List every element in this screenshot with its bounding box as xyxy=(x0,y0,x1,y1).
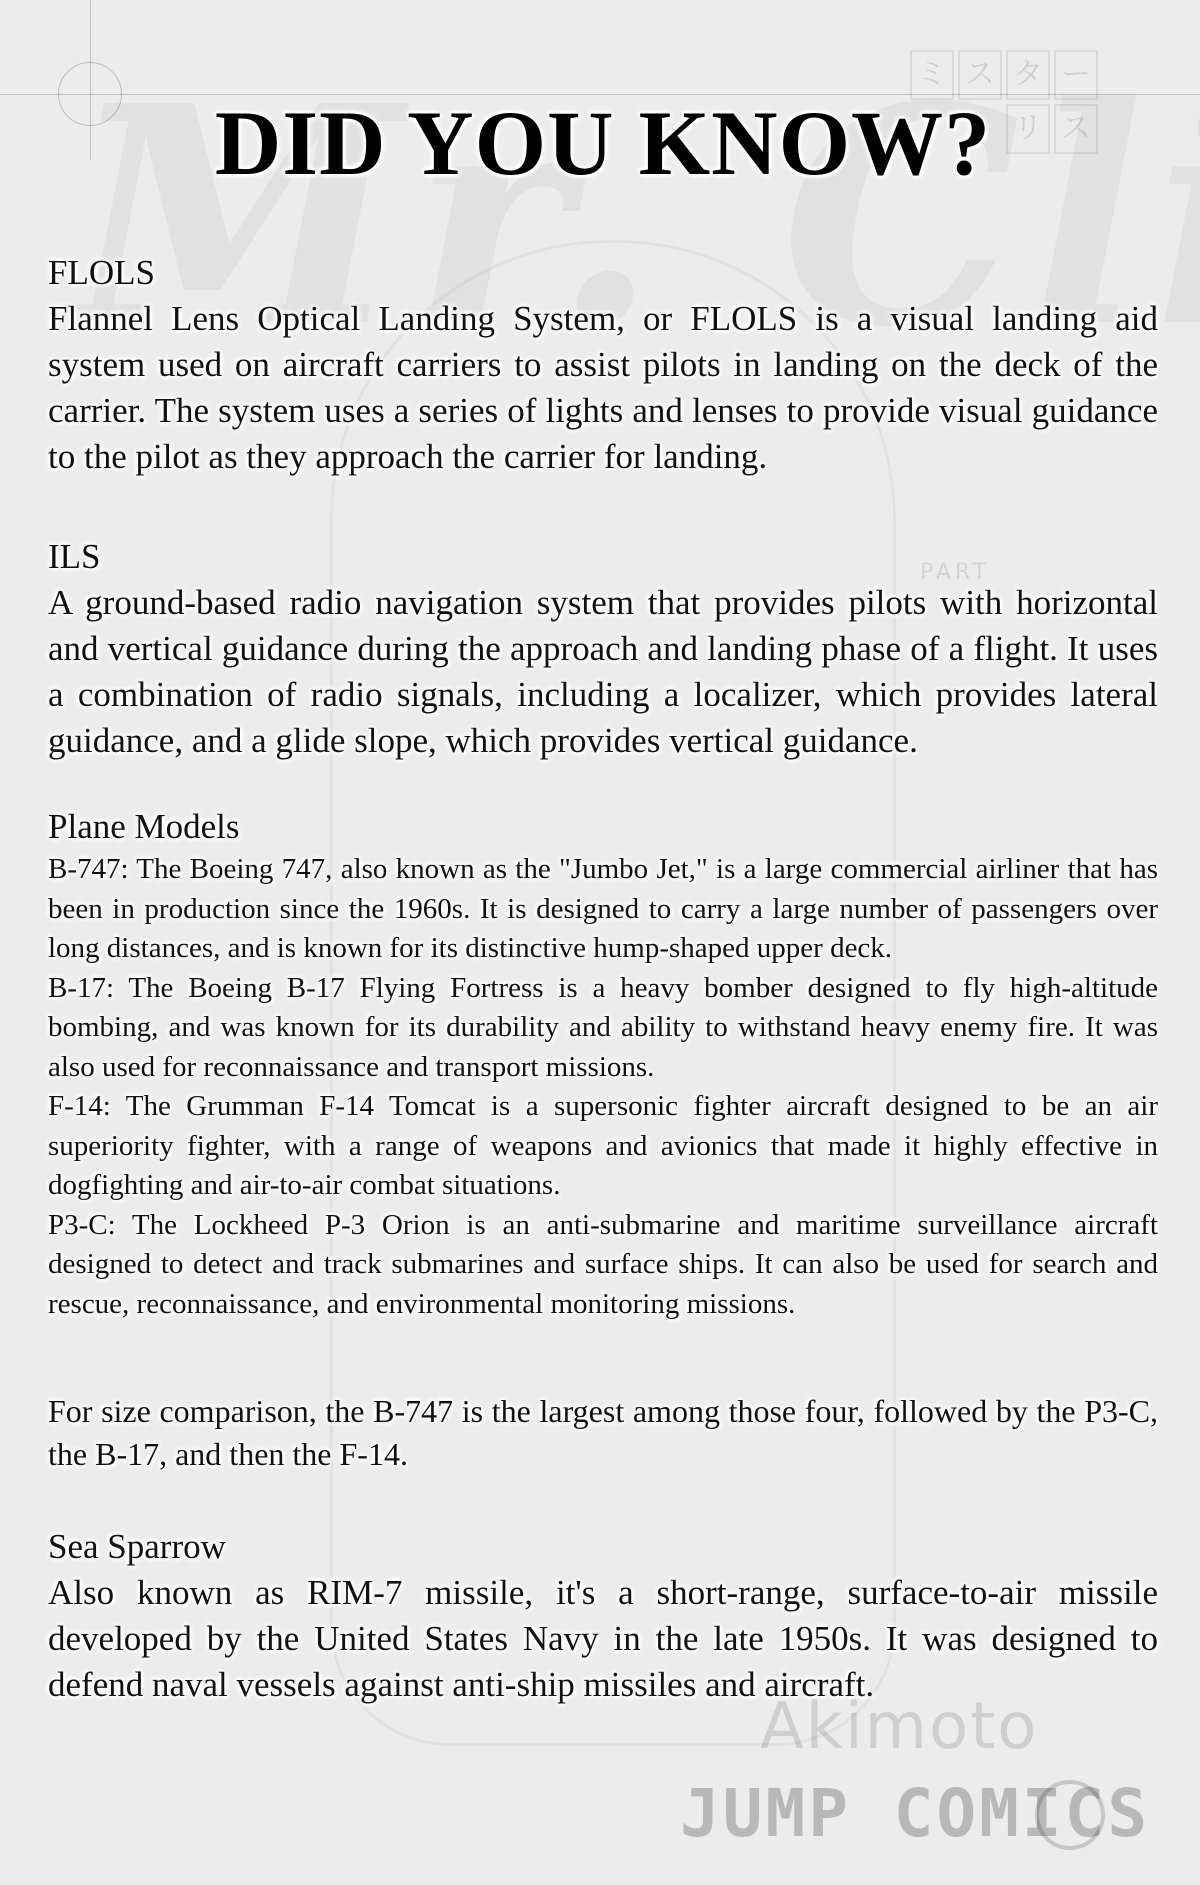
section-heading: ILS xyxy=(48,537,101,576)
section-heading: Sea Sparrow xyxy=(48,1527,226,1566)
kana-char: ス xyxy=(958,50,1002,100)
section-plane-models xyxy=(48,804,1158,1324)
kana-char: ミ xyxy=(910,50,954,100)
plane-model-item-p3c: P3-C: The Lockheed P-3 Orion is an anti-submarine and maritime surveillance aircraft designed to detect and track submarines and surface ships. It can also be used for search and rescue, reconnaissance, and environmental monitoring missions. xyxy=(48,1208,1158,1320)
section-body: Flannel Lens Optical Landing System, or FLOLS is a visual landing aid system used on aircraft carriers to assist pilots in landing on the deck of the carrier. The system uses a series of lights and lenses to provide visual guidance to the pilot as they approach the carrier for landing. xyxy=(48,299,1158,476)
ghost-part-label: PART xyxy=(920,560,991,585)
plane-model-item-f14: F-14: The Grumman F-14 Tomcat is a supersonic fighter aircraft designed to be an air superiority fighter, with a range of weapons and avionics that made it highly effective in dogfighting and air-to-air combat situations. xyxy=(48,1090,1158,1201)
plane-model-item-b747: B-747: The Boeing 747, also known as the "Jumbo Jet," is a large commercial airliner that has been in production since the 1960s. It is designed to carry a large number of passengers over long distances, and is known for its distinctive hump-shaped upper deck. xyxy=(48,853,1158,964)
kana-char: ー xyxy=(1054,50,1098,100)
ghost-author-name: Akimoto xyxy=(760,1690,1039,1764)
publisher-pirate-icon xyxy=(1035,1780,1105,1850)
section-heading: Plane Models xyxy=(48,807,240,846)
ghost-publisher-logo: JUMP COMICS xyxy=(680,1775,1151,1852)
plane-model-item-b17: B-17: The Boeing B-17 Flying Fortress is a heavy bomber designed to fly high-altitude bombing, and was known for its durability and ability to withstand heavy enemy fire. It was also used for reconnaissance and transport missions. xyxy=(48,971,1158,1083)
section-body: Also known as RIM-7 missile, it's a short-range, surface-to-air missile developed by the United States Navy in the late 1950s. It was designed to defend naval vessels against anti-ship missiles and aircraft. xyxy=(48,1573,1158,1704)
kana-char: タ xyxy=(1006,50,1050,100)
size-comparison-text: For size comparison, the B-747 is the largest among those four, followed by the P3-C, the B-17, and then the F-14. xyxy=(48,1393,1158,1472)
section-body: A ground-based radio navigation system that provides pilots with horizontal and vertical guidance during the approach and landing phase of a flight. It uses a combination of radio signals, including a localizer, which provides lateral guidance, and a glide slope, which provides vertical guidance. xyxy=(48,583,1158,760)
section-ils xyxy=(48,534,1158,764)
section-heading: FLOLS xyxy=(48,253,155,292)
page-title: DID YOU KNOW? xyxy=(214,92,992,194)
section-sea-sparrow xyxy=(48,1524,1158,1708)
kana-char: リ xyxy=(1006,104,1050,154)
section-size-comparison xyxy=(48,1390,1158,1476)
kana-char: ス xyxy=(1054,104,1098,154)
section-flols xyxy=(48,250,1158,480)
